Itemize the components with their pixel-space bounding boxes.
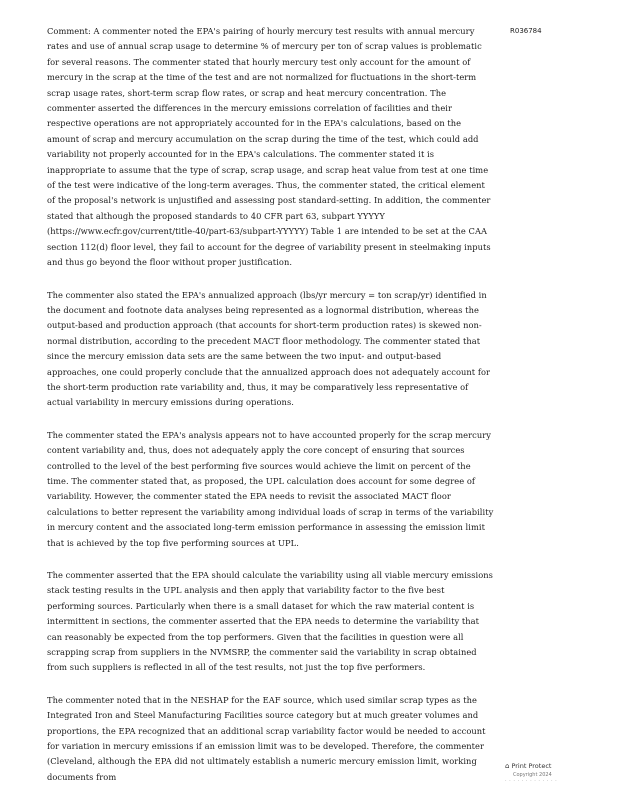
document-id: R036784 [510, 27, 542, 35]
stamp-icon: ⌂ [505, 762, 510, 770]
print-stamp [505, 753, 585, 784]
paragraph-3: The commenter stated the EPA's analysis appears not to have accounted properly for the scrap mercury content variability and, thus, does not adequately apply the core concept of ensuring that sources controlled to the level of the best performing five sources would achieve the limit on percent of the time. The commenter stated that, as proposed, the UPL calculation does account for some degree of variability. However, the commenter stated the EPA needs to revisit the associated MACT floor calculations to better represent the variability among individual loads of scrap in terms of the variability in mercury content and the associated long-term emission performance in assessing the emission limit that is achieved by the top five performing sources at UPL. [47, 429, 494, 548]
paragraph-1: Comment: A commenter noted the EPA's pairing of hourly mercury test results with annual mercury rates and use of annual scrap usage to determine % of mercury per ton of scrap values is problematic for several reasons. The commenter stated that hourly mercury test only account for the amount of mercury in the scrap at the time of the test and are not normalized for fluctuations in the short-term scrap usage rates, short-term scrap flow rates, or scrap and heat mercury concentration. The commenter asserted the differences in the mercury emissions correlation of facilities and their respective operations are not appropriately accounted for in the EPA's calculations, based on the amount of scrap and mercury accumulation on the scrap during the time of the test, which could add variability not properly accounted for in the EPA's calculations. The commenter stated it is inappropriate to assume that the type of scrap, scrap usage, and scrap heat value from test at one time of the test were indicative of the long-term averages. Thus, the commenter stated, the critical element of the proposal's network is unjustified and assessing post standard-setting. In addition, the commenter stated that although the proposed standards to 40 CFR part 63, subpart YYYYY (https://www.ecfr.gov/current/title-40/part-63/subpart-YYYYY) Table 1 are intended to be set at the CAA section 112(d) floor level, they fail to account for the degree of variability present in steelmaking inputs and thus go beyond the floor without proper justification. [47, 26, 491, 268]
stamp-dots: · · · · · · · · · · · · · [505, 778, 558, 784]
paragraph-2: The commenter also stated the EPA's annualized approach (lbs/yr mercury = ton scrap/yr) identified in the document and footnote data analyses being represented as a lognormal distribution, whereas the output-based and production approach (that accounts for short-term production rates) is skewed non-normal distribution, according to the precedent MACT floor methodology. The commenter stated that since the mercury emission data sets are the same between the two input- and output-based approaches, one could properly conclude that the annualized approach does not adequately account for the short-term production rate variability and, thus, it may be comparatively less representative of actual variability in mercury emissions during operations. [47, 289, 491, 408]
document-body [47, 24, 494, 802]
stamp-subtitle: Copyright 2024 [513, 772, 552, 778]
paragraph-4: The commenter asserted that the EPA should calculate the variability using all viable mercury emissions stack testing results in the UPL analysis and then apply that variability factor to the five best performing sources. Particularly when there is a small dataset for which the raw material content is intermittent in sections, the commenter asserted that the EPA needs to determine the variability that can reasonably be expected from the top performers. Given that the facilities in question were all scrapping scrap from suppliers in the NVMSRP, the commenter said the variability in scrap obtained from such suppliers is reflected in all of the test results, not just the top five performers. [47, 570, 493, 673]
stamp-title: Print Protect [511, 762, 552, 770]
paragraph-5: The commenter noted that in the NESHAP for the EAF source, which used similar scrap types as the Integrated Iron and Steel Manufacturing Facilities source category but at much greater volumes and proportions, the EPA recognized that an additional scrap variability factor would be needed to account for variation in mercury emissions if an emission limit was to be developed. Therefore, the commenter (Cleveland, although the EPA did not ultimately establish a numeric mercury emission limit, working documents from [47, 694, 486, 782]
